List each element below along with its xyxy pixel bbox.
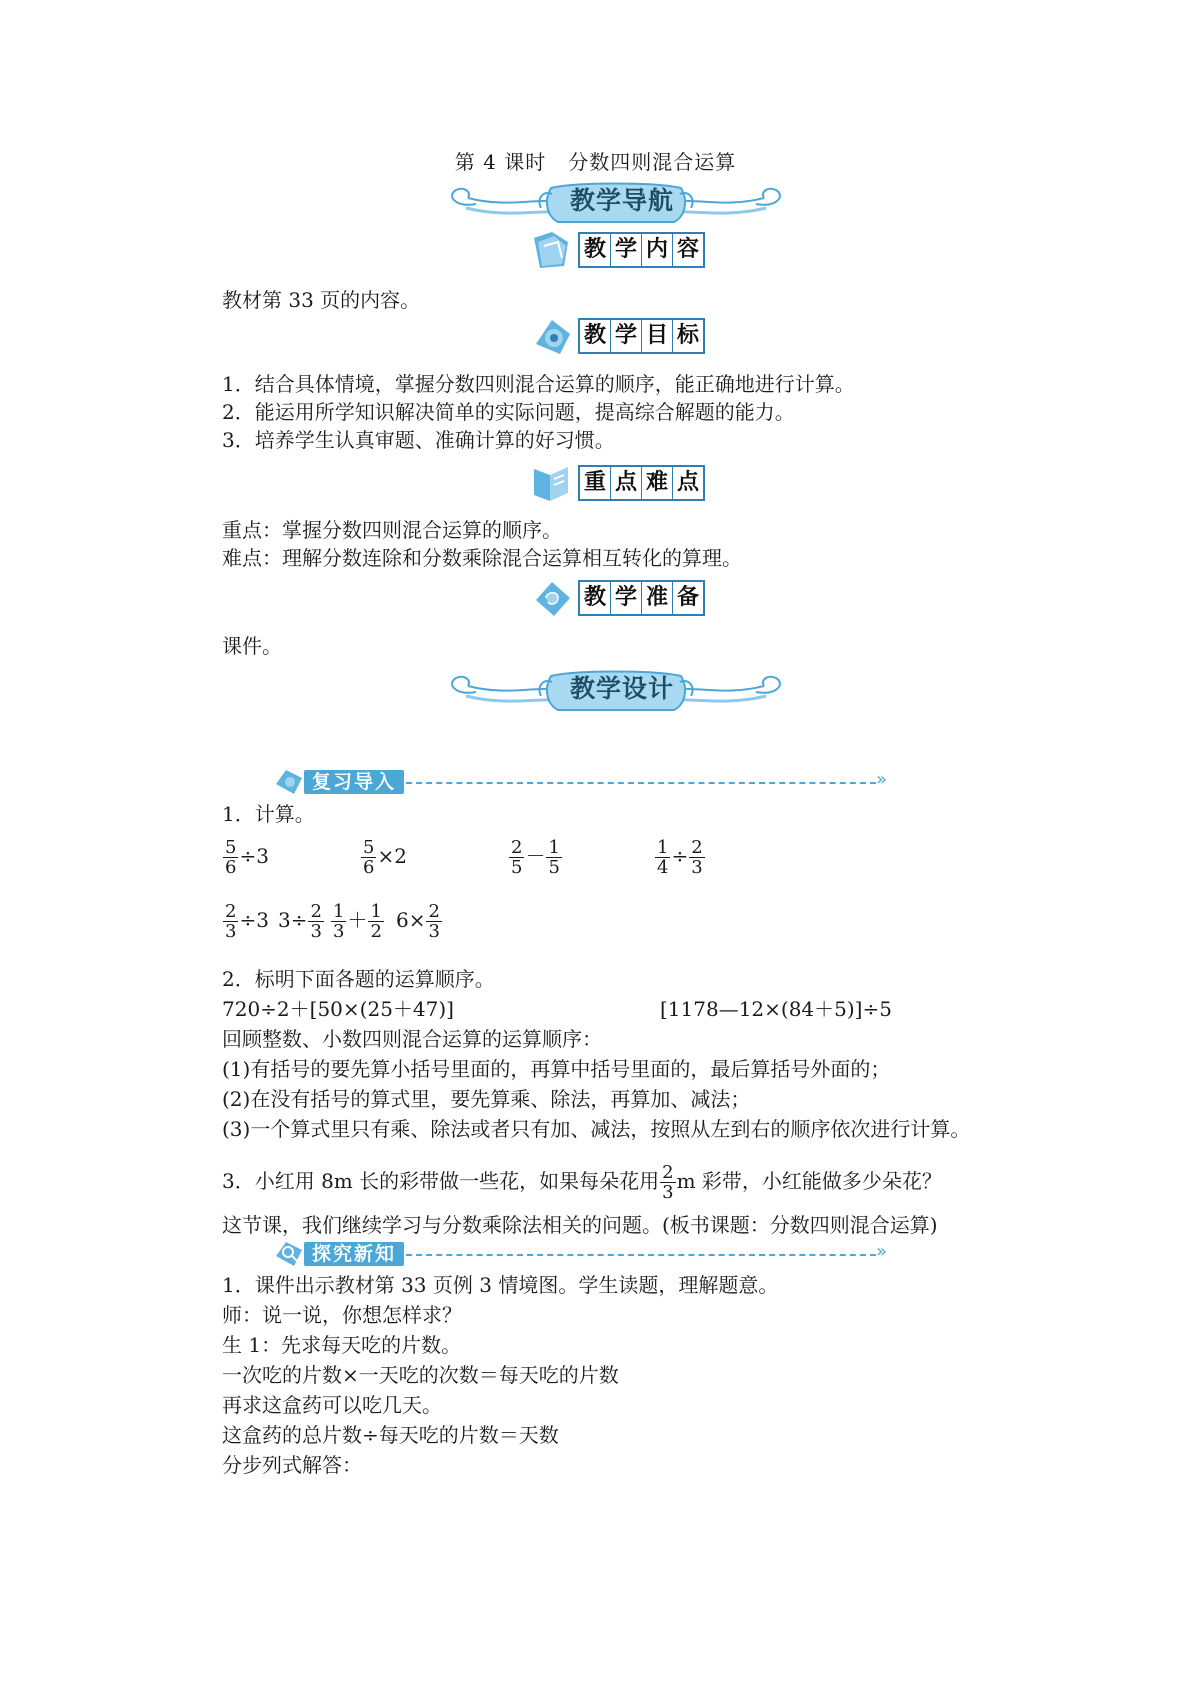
title-char: 准 bbox=[642, 582, 673, 614]
fraction: $\frac{1}{3}$ bbox=[333, 901, 345, 942]
folder-icon bbox=[530, 228, 574, 272]
rule-item: (3)一个算式里只有乘、除法或者只有加、减法，按照从左到右的顺序依次进行计算。 bbox=[222, 1117, 971, 1141]
key-point: 重点：掌握分数四则混合运算的顺序。 bbox=[222, 518, 562, 542]
goal-item: 1．结合具体情境，掌握分数四则混合运算的顺序，能正确地进行计算。 bbox=[222, 372, 855, 396]
expr-1: $\frac{5}{6}$ ÷3 bbox=[225, 837, 269, 878]
title-char: 学 bbox=[611, 234, 642, 266]
tag-label: 探究新知 bbox=[304, 1242, 404, 1266]
banner-label: 教学设计 bbox=[569, 674, 674, 703]
title-char: 备 bbox=[676, 585, 699, 610]
title-char: 内 bbox=[642, 234, 673, 266]
explore-line: 一次吃的片数×一天吃的次数＝每天吃的片数 bbox=[222, 1363, 619, 1387]
fraction: $\frac{2}{3}$ bbox=[428, 901, 440, 942]
explore-line: 再求这盒药可以吃几天。 bbox=[222, 1393, 442, 1417]
q2-expression-1: 720÷2＋[50×(25＋47)] bbox=[222, 997, 454, 1021]
lesson-number: 第 4 课时 bbox=[454, 150, 547, 174]
magnifier-icon bbox=[272, 1236, 306, 1270]
expr-6: 3÷ $\frac{2}{3}$ bbox=[278, 901, 322, 942]
banner-teaching-guide bbox=[446, 178, 786, 226]
expr-2: $\frac{5}{6}$ ×2 bbox=[363, 837, 407, 878]
title-char: 标 bbox=[676, 323, 699, 348]
title-char: 学 bbox=[611, 320, 642, 352]
expr-5: $\frac{2}{3}$ ÷3 bbox=[225, 901, 269, 942]
title-char: 点 bbox=[676, 470, 699, 495]
title-char: 重 bbox=[580, 467, 611, 499]
title-char: 教 bbox=[580, 582, 611, 614]
review-q3 bbox=[222, 1160, 942, 1202]
rule-item: (1)有括号的要先算小括号里面的，再算中括号里面的，最后算括号外面的； bbox=[222, 1057, 891, 1081]
review-q1-label: 1．计算。 bbox=[222, 802, 315, 826]
target-icon bbox=[530, 314, 574, 358]
fraction: $\frac{5}{6}$ bbox=[225, 837, 237, 878]
explore-line: 这盒药的总片数÷每天吃的片数＝天数 bbox=[222, 1423, 559, 1447]
q2-expression-2: [1178—12×(84＋5)]÷5 bbox=[660, 997, 892, 1021]
tag-explore-new bbox=[272, 1238, 912, 1270]
fraction: $\frac{2}{3}$ bbox=[225, 901, 237, 942]
dashed-divider bbox=[406, 1254, 876, 1256]
explore-line: 生 1：先求每天吃的片数。 bbox=[222, 1333, 462, 1357]
title-char: 难 bbox=[642, 467, 673, 499]
fraction: $\frac{2}{3}$ bbox=[691, 837, 703, 878]
expr-8: 6× $\frac{2}{3}$ bbox=[396, 901, 440, 942]
goal-item: 3．培养学生认真审题、准确计算的好习惯。 bbox=[222, 428, 615, 452]
recall-text: 回顾整数、小数四则混合运算的运算顺序： bbox=[222, 1027, 602, 1051]
title-char: 学 bbox=[611, 582, 642, 614]
title-char: 点 bbox=[611, 467, 642, 499]
title-char: 教 bbox=[580, 234, 611, 266]
title-char: 目 bbox=[642, 320, 673, 352]
expr-4: $\frac{1}{4}$ ÷ $\frac{2}{3}$ bbox=[657, 837, 703, 878]
goal-item: 2．能运用所学知识解决简单的实际问题，提高综合解题的能力。 bbox=[222, 400, 795, 424]
fraction: $\frac{1}{4}$ bbox=[657, 837, 669, 878]
book-icon bbox=[530, 461, 574, 505]
section-title-box bbox=[578, 232, 705, 268]
hand-icon bbox=[530, 576, 574, 620]
explore-line: 师：说一说，你想怎样求？ bbox=[222, 1303, 462, 1327]
fraction: $\frac{1}{5}$ bbox=[548, 837, 560, 878]
transition-text: 这节课，我们继续学习与分数乘除法相关的问题。(板书课题：分数四则混合运算) bbox=[222, 1213, 938, 1237]
explore-line: 1．课件出示教材第 33 页例 3 情境图。学生读题，理解题意。 bbox=[222, 1273, 779, 1297]
review-q2-label: 2．标明下面各题的运算顺序。 bbox=[222, 967, 495, 991]
fraction: $\frac{5}{6}$ bbox=[363, 837, 375, 878]
lesson-name: 分数四则混合运算 bbox=[568, 150, 737, 174]
lesson-title bbox=[0, 146, 1191, 175]
tag-label: 复习导入 bbox=[304, 770, 404, 794]
double-arrow-icon: » bbox=[876, 1241, 888, 1262]
tag-review-intro bbox=[272, 766, 912, 798]
banner-teaching-design bbox=[446, 666, 786, 714]
section-title-box bbox=[578, 580, 705, 616]
q3-text: m 彩带，小红能做多少朵花？ bbox=[676, 1169, 942, 1193]
title-char: 容 bbox=[676, 237, 699, 262]
banner-label: 教学导航 bbox=[569, 186, 674, 215]
fraction: $\frac{1}{2}$ bbox=[370, 901, 382, 942]
content-text: 教材第 33 页的内容。 bbox=[222, 288, 421, 312]
section-title-box bbox=[578, 465, 705, 501]
rule-item: (2)在没有括号的算式里，要先算乘、除法，再算加、减法； bbox=[222, 1087, 751, 1111]
expr-7: $\frac{1}{3}$ ＋ $\frac{1}{2}$ bbox=[333, 901, 382, 942]
expr-3: $\frac{2}{5}$ － $\frac{1}{5}$ bbox=[511, 837, 560, 878]
section-title-box bbox=[578, 318, 705, 354]
explore-line: 分步列式解答： bbox=[222, 1453, 362, 1477]
double-arrow-icon: » bbox=[876, 769, 888, 790]
difficult-point: 难点：理解分数连除和分数乘除混合运算相互转化的算理。 bbox=[222, 546, 742, 570]
fraction: $\frac{2}{5}$ bbox=[511, 837, 523, 878]
fraction: $\frac{2}{3}$ bbox=[662, 1162, 674, 1203]
title-char: 教 bbox=[580, 320, 611, 352]
q3-text: 3．小红用 8m 长的彩带做一些花，如果每朵花用 bbox=[222, 1169, 660, 1193]
prep-text: 课件。 bbox=[222, 634, 282, 658]
puzzle-icon bbox=[272, 764, 306, 798]
fraction: $\frac{2}{3}$ bbox=[310, 901, 322, 942]
dashed-divider bbox=[406, 782, 876, 784]
